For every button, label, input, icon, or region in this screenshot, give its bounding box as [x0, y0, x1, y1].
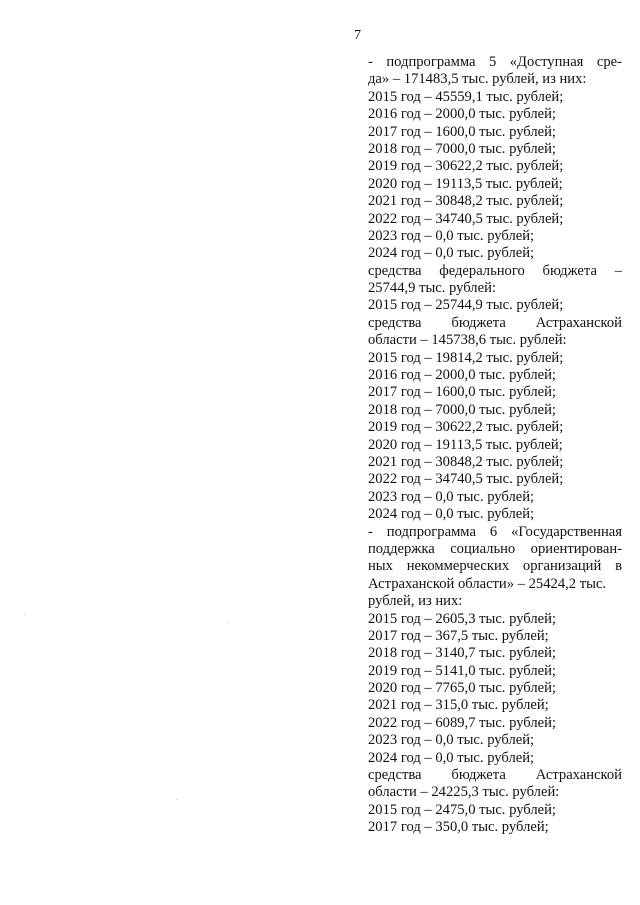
text-line: 2024 год – 0,0 тыс. рублей;: [368, 245, 535, 262]
word: бюджета: [451, 314, 506, 331]
word: средства: [368, 262, 422, 279]
word: подпрограмма: [386, 523, 476, 540]
text-line: 2019 год – 30622,2 тыс. рублей;: [368, 419, 564, 436]
word: Астраханской: [535, 314, 622, 331]
word: бюджета: [542, 262, 597, 279]
text-line: да» – 171483,5 тыс. рублей, из них:: [368, 71, 587, 88]
text-line: 2020 год – 7765,0 тыс. рублей;: [368, 680, 556, 697]
word: поддержка: [368, 540, 435, 557]
text-line: 2018 год – 3140,7 тыс. рублей;: [368, 645, 556, 662]
text-line: 2022 год – 34740,5 тыс. рублей;: [368, 471, 564, 488]
text-line: 2020 год – 19113,5 тыс. рублей;: [368, 175, 563, 192]
word: средства: [368, 314, 422, 331]
word: сре-: [596, 54, 622, 70]
text-line: 2017 год – 1600,0 тыс. рублей;: [368, 123, 556, 140]
text-line: области – 145738,6 тыс. рублей:: [368, 332, 567, 349]
text-line: рублей, из них:: [368, 593, 463, 610]
word: федерального: [439, 262, 525, 279]
text-line: области – 24225,3 тыс. рублей:: [368, 784, 560, 801]
text-line: 2023 год – 0,0 тыс. рублей;: [368, 227, 535, 244]
word: некоммерческих: [406, 558, 510, 575]
text-line: 2023 год – 0,0 тыс. рублей;: [368, 732, 535, 749]
text-line: 2019 год – 5141,0 тыс. рублей;: [368, 662, 556, 679]
word: ориентирован-: [530, 540, 622, 557]
text-line: 2017 год – 1600,0 тыс. рублей;: [368, 384, 556, 401]
text-line: 2022 год – 6089,7 тыс. рублей;: [368, 714, 556, 731]
text-line: 2020 год – 19113,5 тыс. рублей;: [368, 436, 563, 453]
text-line: [368, 54, 622, 71]
text-line: 2015 год – 45559,1 тыс. рублей;: [368, 88, 564, 105]
page-number: 7: [354, 28, 361, 43]
scan-speck: [24, 614, 25, 615]
text-line: 2024 год – 0,0 тыс. рублей;: [368, 506, 535, 523]
text-line: 2018 год – 7000,0 тыс. рублей;: [368, 140, 556, 157]
word: 5: [488, 54, 497, 70]
text-line: 2021 год – 30848,2 тыс. рублей;: [368, 453, 564, 470]
word: подпрограмма: [386, 54, 476, 70]
scan-speck: [228, 622, 229, 623]
text-line: 2015 год – 19814,2 тыс. рублей;: [368, 349, 564, 366]
text-line: 2016 год – 2000,0 тыс. рублей;: [368, 367, 556, 384]
text-line: 2021 год – 30848,2 тыс. рублей;: [368, 193, 564, 210]
word: -: [368, 54, 373, 70]
scan-speck: [176, 799, 177, 800]
text-line: [368, 315, 622, 332]
text-line: [368, 558, 622, 575]
text-line: [368, 263, 622, 280]
word: организаций: [522, 558, 602, 575]
text-line: 2024 год – 0,0 тыс. рублей;: [368, 749, 535, 766]
word: 6: [489, 523, 498, 540]
word: в: [615, 558, 622, 575]
text-line: 2022 год – 34740,5 тыс. рублей;: [368, 210, 564, 227]
word: «Государственная: [511, 523, 622, 540]
document-text: [368, 54, 622, 837]
word: социально: [450, 540, 516, 557]
text-line: 2021 год – 315,0 тыс. рублей;: [368, 697, 549, 714]
text-line: 2015 год – 25744,9 тыс. рублей;: [368, 297, 564, 314]
text-line: 2017 год – 367,5 тыс. рублей;: [368, 627, 549, 644]
word: -: [368, 523, 373, 540]
text-line: 25744,9 тыс. рублей:: [368, 280, 496, 297]
word: «Доступная: [509, 54, 584, 70]
text-line: Астраханской области» – 25424,2 тыс.: [368, 575, 607, 592]
text-line: 2015 год – 2475,0 тыс. рублей;: [368, 801, 556, 818]
word: средства: [368, 767, 422, 784]
text-line: [368, 767, 622, 784]
text-line: 2015 год – 2605,3 тыс. рублей;: [368, 610, 556, 627]
text-line: 2016 год – 2000,0 тыс. рублей;: [368, 106, 556, 123]
text-line: 2023 год – 0,0 тыс. рублей;: [368, 488, 535, 505]
word: Астраханской: [535, 767, 622, 784]
text-line: 2019 год – 30622,2 тыс. рублей;: [368, 158, 564, 175]
word: бюджета: [451, 767, 506, 784]
text-line: 2018 год – 7000,0 тыс. рублей;: [368, 401, 556, 418]
word: –: [614, 262, 622, 279]
text-line: 2017 год – 350,0 тыс. рублей;: [368, 819, 549, 836]
word: ных: [368, 558, 393, 575]
text-line: [368, 541, 622, 558]
text-line: [368, 524, 622, 541]
